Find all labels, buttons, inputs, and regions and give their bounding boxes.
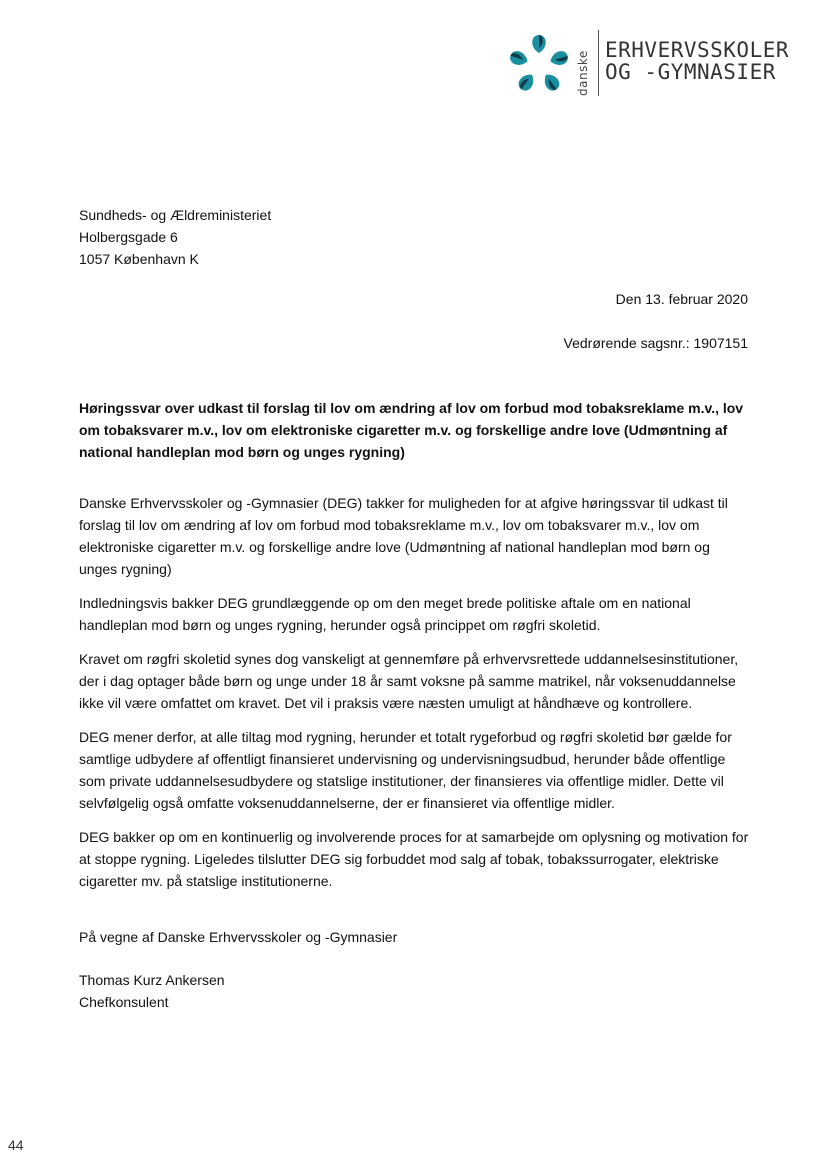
logo-line-1: ERHVERVSSKOLER xyxy=(605,38,790,62)
page-number: 44 xyxy=(8,1137,24,1153)
case-reference: Vedrørende sagsnr.: 1907151 xyxy=(563,335,748,351)
letter-date: Den 13. februar 2020 xyxy=(615,291,748,307)
logo-small-text: danske xyxy=(576,50,590,96)
recipient-city: 1057 København K xyxy=(79,251,199,267)
paragraph-4: DEG mener derfor, at alle tiltag mod rygning, herunder et totalt rygeforbud og røgfri skoletid bør gælde for samtlige udbydere af offentligt finansieret undervisning og undervisningsudbud, herunder både offentlige som private uddannelsesudbydere og statslige institutioner, der finansieres via offentlige midler. Dette vil selvfølgelig også omfatte voksenuddannelserne, der er finansieret via offentlige midler. xyxy=(79,729,732,811)
paragraph-3: Kravet om røgfri skoletid synes dog vanskeligt at gennemføre på erhvervsrettede uddannelsesinstitutioner, der i dag optager både børn og unge under 18 år samt voksne på samme matrikel, når voksenuddannelse ikke vil være omfattet om kravet. Det vil i praksis være næsten umuligt at håndhæve og kontrollere. xyxy=(79,651,739,711)
logo-line-2: OG -GYMNASIER xyxy=(605,60,776,84)
signer-name: Thomas Kurz Ankersen xyxy=(79,972,225,988)
signature-block xyxy=(79,969,749,1013)
paragraph-1: Danske Erhvervsskoler og -Gymnasier (DEG) takker for muligheden for at afgive høringssvar til udkast til forslag til lov om ændring af lov om forbud mod tobaksreklame m.v., lov om tobaksvarer m.v., lov om elektroniske cigaretter m.v. og forskellige andre love (Udmøntning af national handleplan mod børn og unges rygning) xyxy=(79,495,728,577)
paragraph-2: Indledningsvis bakker DEG grundlæggende op om den meget brede politiske aftale om en national handleplan mod børn og unges rygning, herunder også princippet om røgfri skoletid. xyxy=(79,595,691,633)
recipient-name: Sundheds- og Ældreministeriet xyxy=(79,207,272,223)
logo-divider xyxy=(598,30,599,96)
organization-logo xyxy=(506,30,790,100)
recipient-address xyxy=(79,204,749,270)
paragraph-5: DEG bakker op om en kontinuerlig og involverende proces for at samarbejde om oplysning og motivation for at stoppe rygning. Ligeledes tilslutter DEG sig forbuddet mod salg af tobak, tobakssurrogater, elektriske cigaretter mv. på statslige institutionerne. xyxy=(79,829,749,889)
letter-subject: Høringssvar over udkast til forslag til lov om ændring af lov om forbud mod tobaksreklame m.v., lov om tobaksvarer m.v., lov om elektroniske cigaretter m.v. og forskellige andre love (Udmøntning af national handleplan mod børn og unges rygning) xyxy=(79,400,744,460)
closing-line: På vegne af Danske Erhvervsskoler og -Gymnasier xyxy=(79,929,398,945)
recipient-street: Holbergsgade 6 xyxy=(79,229,178,245)
signer-title: Chefkonsulent xyxy=(79,994,169,1010)
star-emblem-icon xyxy=(506,30,572,100)
